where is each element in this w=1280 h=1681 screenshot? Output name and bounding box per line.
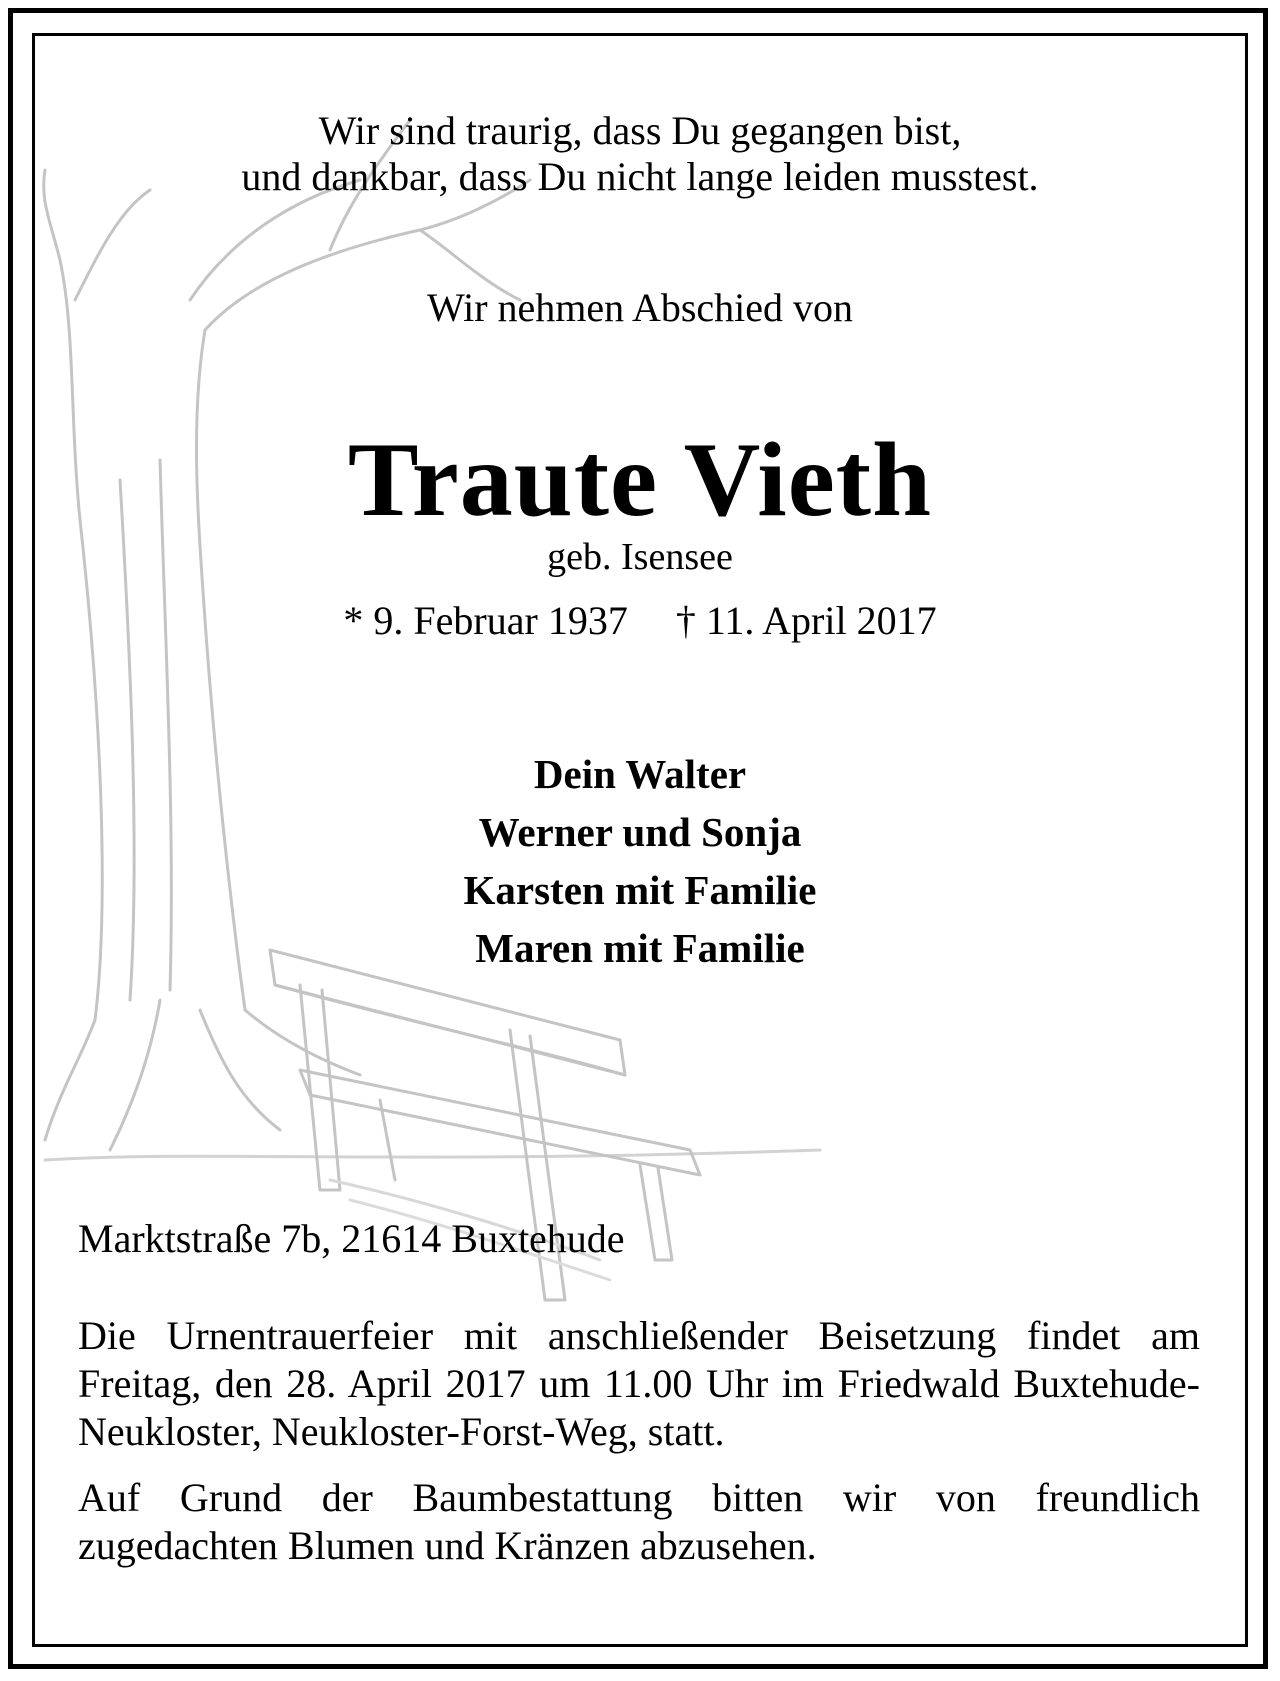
mourner-item: Karsten mit Familie [463,867,817,913]
life-dates [0,598,1280,644]
address: Marktstraße 7b, 21614 Buxtehude [78,1216,625,1261]
mourners-list [0,745,1280,977]
deceased-name: Traute Vieth [347,421,933,538]
birth-date: * 9. Februar 1937 [343,598,628,643]
quote-line-2: und dankbar, dass Du nicht lange leiden musstest. [241,154,1039,199]
mourner-item: Maren mit Familie [475,925,805,971]
quote-line-1: Wir sind traurig, dass Du gegangen bist, [318,108,962,153]
flower-request: Auf Grund der Baumbestattung bitten wir von freundlich zugedachten Blumen und Kränzen abzusehen. [78,1475,1200,1568]
mourner-item: Werner und Sonja [478,809,802,855]
farewell-line: Wir nehmen Abschied von [426,285,854,330]
maiden-name: geb. Isensee [547,536,733,578]
mourner-item: Dein Walter [533,751,747,797]
death-date: † 11. April 2017 [675,598,937,643]
service-announcement: Die Urnentrauerfeier mit anschließender Beisetzung findet am Freitag, den 28. April 2017 um 11.00 Uhr im Friedwald Buxtehude-Neukloster, Neukloster-Forst-Weg, statt. [78,1313,1200,1454]
opening-quote [0,108,1280,200]
